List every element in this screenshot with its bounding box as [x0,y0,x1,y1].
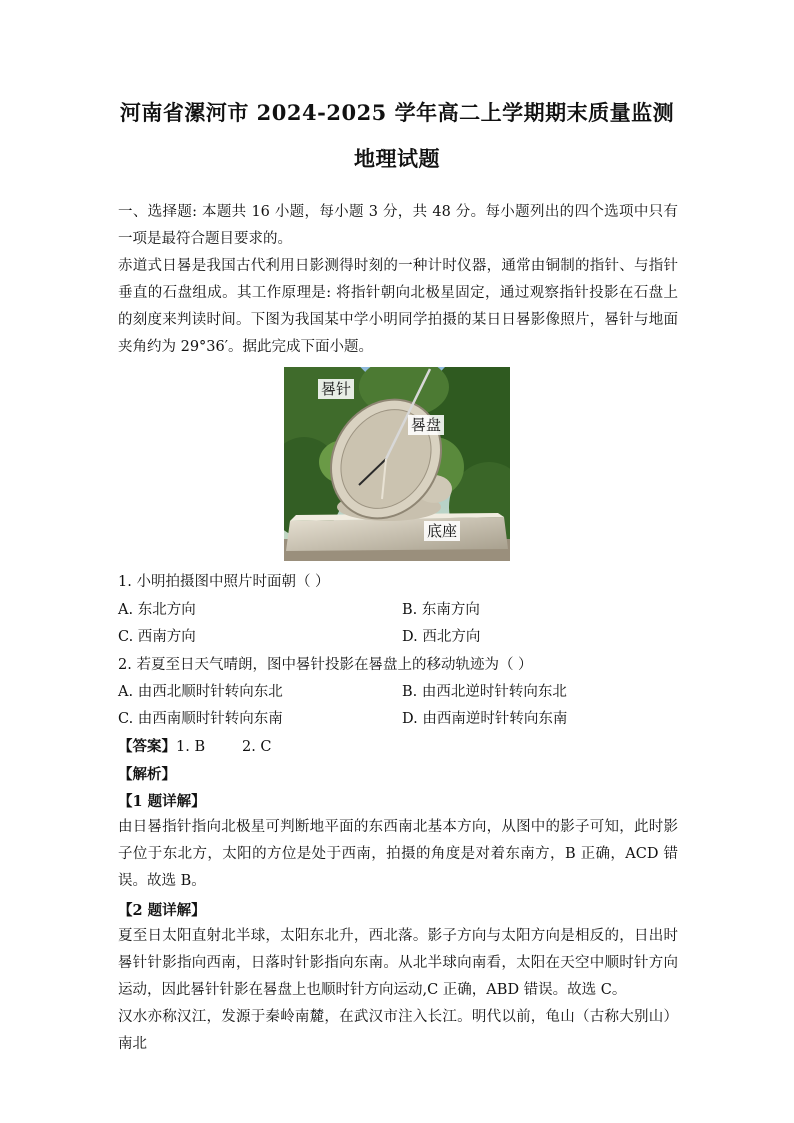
section-instruction: 一、选择题: 本题共 16 小题，每小题 3 分，共 48 分。每小题列出的四个选项中只有一项是最符合题目要求的。 [118,204,678,247]
question-1-stem: 1. 小明拍摄图中照片时面朝（ ） [118,574,330,590]
base-label: 底座 [424,521,460,541]
q2-analysis-label: 【2 题详解】 [118,902,206,919]
question-1-option-c: C. 西南方向 [118,629,196,645]
answer-value: 1. B 2. C [176,739,272,755]
q1-analysis-text: 由日晷指针指向北极星可判断地平面的东西南北基本方向，从图中的影子可知，此时影子位于东北方，太阳的方位是处于西南，拍摄的角度是对着东南方，B 正确，ACD 错误。故选 B。 [118,819,678,889]
answer-label: 【答案】 [118,738,176,755]
analysis-label: 【解析】 [118,766,176,783]
question-1-option-b: B. 东南方向 [402,602,480,618]
document-subtitle: 地理试题 [354,146,440,171]
needle-label: 晷针 [318,379,354,399]
question-2-option-a: A. 由西北顺时针转向东北 [118,684,283,700]
q1-analysis-label: 【1 题详解】 [118,793,206,810]
answer-line [118,735,272,756]
document-title: 河南省漯河市 2024-2025 学年高二上学期期末质量监测 [119,100,675,125]
sundial-photo [284,367,510,561]
question-1-option-d: D. 西北方向 [402,629,481,645]
question-1-option-a: A. 东北方向 [118,602,196,618]
question-2-option-b: B. 由西北逆时针转向东北 [402,684,567,700]
question-material: 赤道式日晷是我国古代利用日影测得时刻的一种计时仪器，通常由铜制的指针、与指针垂直的石盘组成。其工作原理是: 将指针朝向北极星固定，通过观察指针投影在石盘上的刻度来判读时间。下图为我国某中学小明同学拍摄的某日日晷影像照片，晷针与地面夹角约为 29°36′。据此完成下面小题。 [118,258,678,355]
q2-analysis-text: 夏至日太阳直射北半球，太阳东北升，西北落。影子方向与太阳方向是相反的，日出时晷针针影指向西南，日落时针影指向东南。从北半球向南看，太阳在天空中顺时针方向运动，因此晷针针影在晷盘上也顺时针方向运动,C 正确，ABD 错误。故选 C。 [118,928,678,998]
dial-label: 晷盘 [408,415,444,435]
question-2-option-c: C. 由西南顺时针转向东南 [118,711,283,727]
question-2-option-d: D. 由西南逆时针转向东南 [402,711,568,727]
question-2-stem: 2. 若夏至日天气晴朗，图中晷针投影在晷盘上的移动轨迹为（ ） [118,657,533,673]
next-material-text: 汉水亦称汉江，发源于秦岭南麓，在武汉市注入长江。明代以前，龟山（古称大别山）南北 [118,1009,678,1052]
